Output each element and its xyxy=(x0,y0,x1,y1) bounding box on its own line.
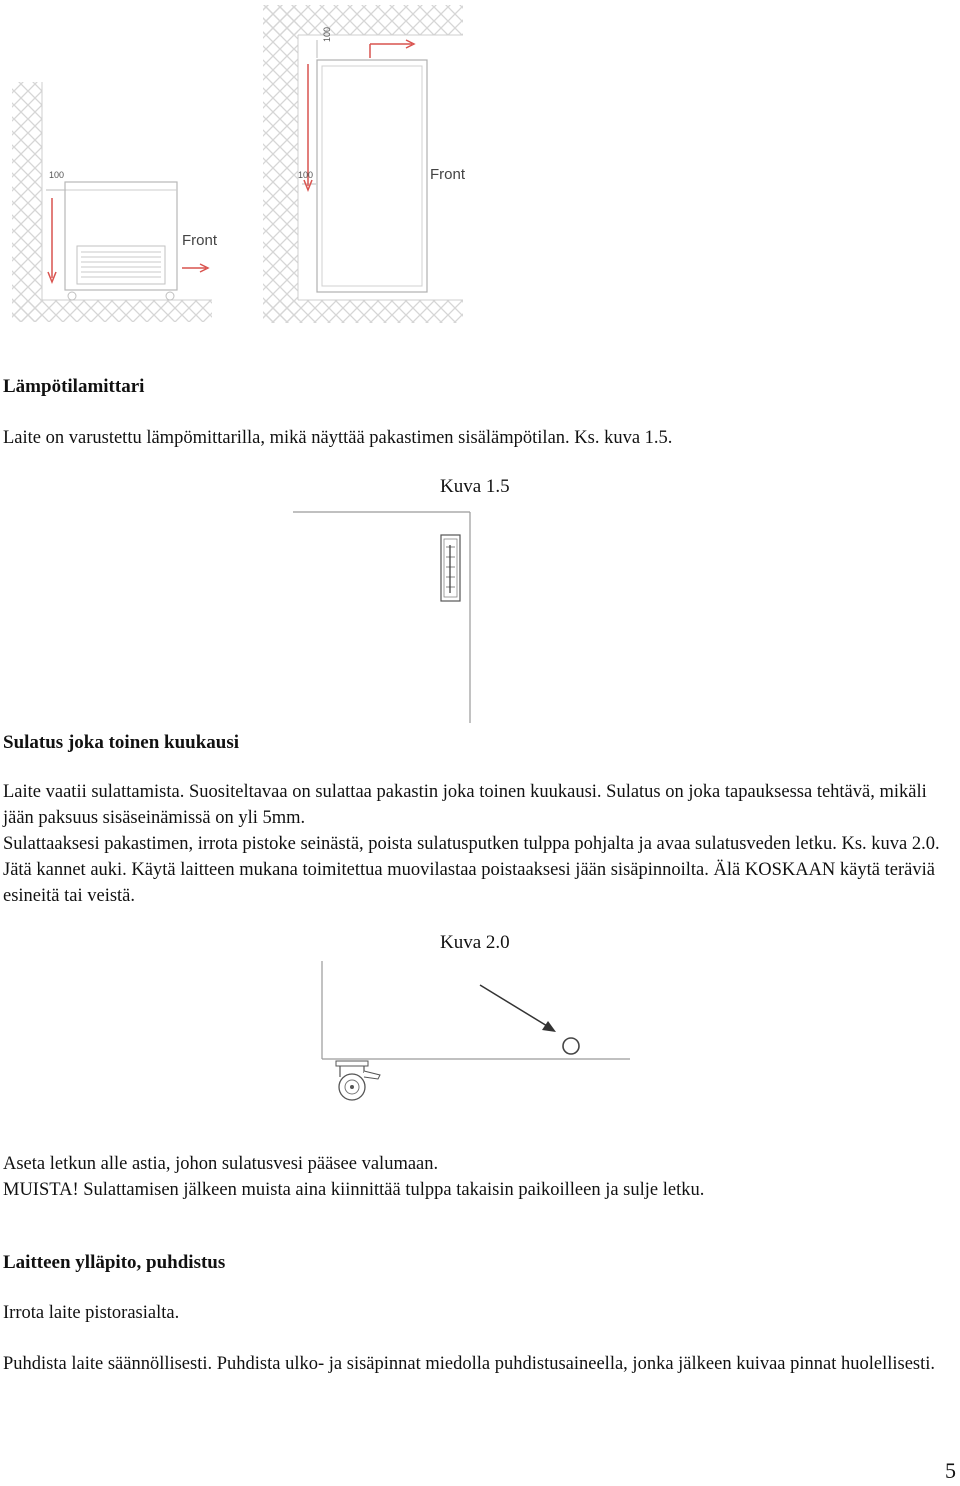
thermometer-diagram xyxy=(0,505,960,735)
thermometer-icon xyxy=(441,535,460,601)
chest-freezer-diagram xyxy=(12,82,212,322)
page-number: 5 xyxy=(945,1458,956,1483)
front-label-right: Front xyxy=(430,166,466,183)
figure-caption-1-5: Kuva 1.5 xyxy=(440,476,510,497)
section-heading-maintenance: Laitteen ylläpito, puhdistus xyxy=(3,1252,226,1273)
clearance-diagram xyxy=(0,0,960,330)
defrost-after-text-1: Aseta letkun alle astia, johon sulatusvesi pääsee valumaan. xyxy=(3,1154,439,1174)
upright-freezer-diagram xyxy=(263,5,466,323)
maintenance-text-1: Irrota laite pistorasialta. xyxy=(3,1303,180,1323)
defrost-paragraph-1: Laite vaatii sulattamista. Suositeltavaa on sulattaa pakastin joka toinen kuukausi. Sulatus on joka tapauksessa tehtävä, mikäli jään paksuus sisäseinämissä on yli 5mm. xyxy=(3,782,927,828)
thermometer-text: Laite on varustettu lämpömittarilla, mikä näyttää pakastimen sisälämpötilan. Ks. kuva 1.5. xyxy=(3,428,673,448)
defrost-paragraph-2: Sulattaaksesi pakastimen, irrota pistoke seinästä, poista sulatusputken tulppa pohjalta ja avaa sulatusveden letku. Ks. kuva 2.0. Jätä kannet auki. Käytä laitteen mukana toimitettua muovilastaa poistaaksesi jään sisäpinnoilta. Älä KOSKAAN käytä teräviä esineitä tai veistä. xyxy=(3,834,940,906)
section-heading-thermometer: Lämpötilamittari xyxy=(3,376,145,397)
section-heading-defrost: Sulatus joka toinen kuukausi xyxy=(3,732,240,753)
drain-plug-icon xyxy=(563,1038,579,1054)
maintenance-text-2: Puhdista laite säännöllisesti. Puhdista ulko- ja sisäpinnat miedolla puhdistusaineella, jonka jälkeen kuivaa pinnat huolellisesti. xyxy=(3,1354,936,1374)
caster-wheel-icon xyxy=(336,1061,380,1100)
dim-100-top-label: 100 xyxy=(322,26,332,42)
figure-caption-2-0: Kuva 2.0 xyxy=(440,932,510,953)
drain-plug-diagram xyxy=(0,955,960,1105)
dim-100-left-label: 100 xyxy=(49,170,65,180)
dim-100-mid-label: 100 xyxy=(298,170,314,180)
front-label-left: Front xyxy=(182,232,218,249)
defrost-after-text-2: MUISTA! Sulattamisen jälkeen muista aina kiinnittää tulppa takaisin paikoilleen ja sulje letku. xyxy=(3,1180,705,1200)
